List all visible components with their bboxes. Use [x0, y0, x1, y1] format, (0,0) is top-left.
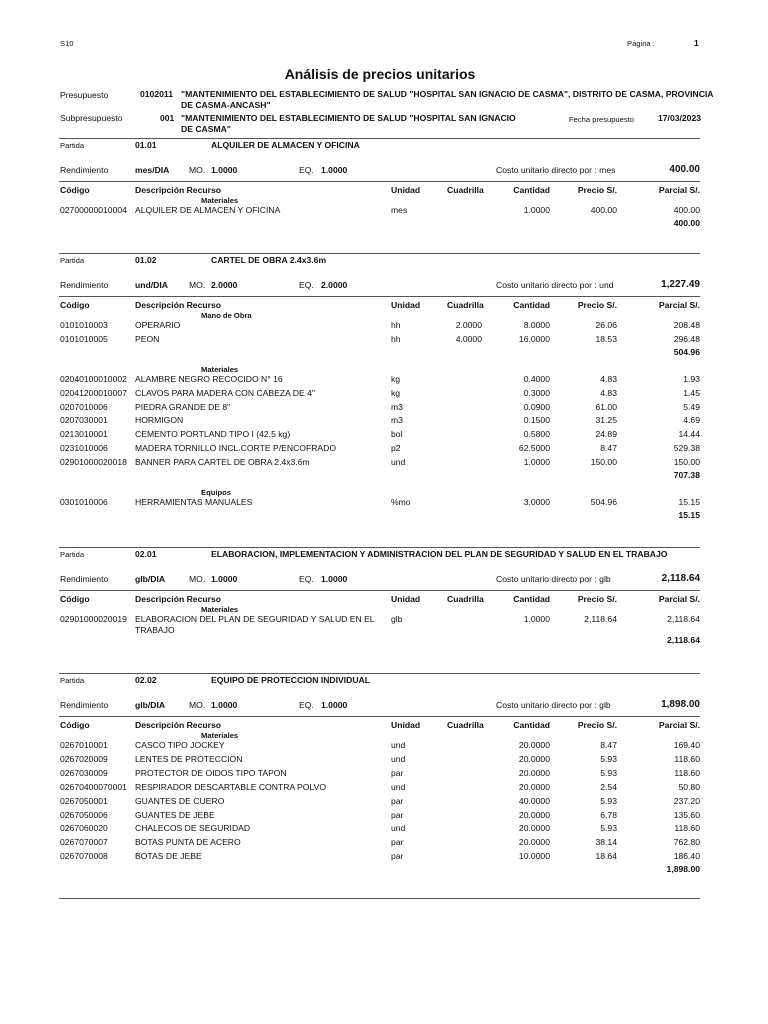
table-row-parcial: 5.49 [683, 401, 700, 412]
eq-label: EQ. [299, 700, 314, 710]
table-row-precio: 5.93 [600, 823, 617, 834]
fecha-value: 17/03/2023 [658, 113, 702, 123]
table-row-code: 02041200010007 [60, 387, 127, 398]
table-row-unit: m3 [391, 401, 403, 412]
table-row-precio: 18.64 [595, 851, 617, 862]
table-row-cantidad: 62.5000 [518, 443, 550, 454]
table-row-unit: und [391, 781, 406, 792]
divider [59, 590, 700, 591]
table-row-parcial: 135.60 [673, 809, 700, 820]
table-row-code: 02901000020018 [60, 457, 127, 468]
table-row-parcial: 118.60 [674, 753, 700, 764]
col-header-cantidad: Cantidad [513, 300, 550, 310]
table-row-desc: GUANTES DE JEBE [135, 809, 215, 820]
page-number: 1 [694, 38, 699, 48]
table-row-precio: 8.47 [600, 443, 617, 454]
table-row-code: 0267010001 [60, 740, 108, 750]
eq-label: EQ. [299, 574, 314, 584]
presupuesto-desc-1: "MANTENIMIENTO DEL ESTABLECIMIENTO DE SALUD "HOSPITAL SAN IGNACIO DE CASMA", DISTRITO DE CASMA, PROVINCIA [181, 89, 714, 99]
divider [59, 898, 700, 899]
divider [59, 716, 700, 717]
table-row-cantidad: 20.0000 [518, 781, 550, 792]
table-row-desc: ALQUILER DE ALMACEN Y OFICINA [135, 205, 281, 215]
table-row-cantidad: 3.0000 [523, 496, 550, 507]
table-row-unit: par [391, 809, 404, 820]
report-code: S10 [60, 39, 74, 48]
table-row-code: 0267070007 [60, 837, 108, 848]
table-row-precio: 6.78 [600, 809, 617, 820]
mo-label: MO. [189, 700, 206, 710]
table-row-desc: BOTAS PUNTA DE ACERO [135, 837, 241, 848]
partida-label: Partida [60, 676, 85, 685]
rendimiento-unit: mes/DIA [135, 165, 170, 175]
costo-unitario: 1,898.00 [661, 699, 700, 710]
table-row-parcial: 150.00 [673, 457, 700, 468]
mo-value: 2.0000 [211, 280, 238, 290]
partida-code: 01.02 [135, 255, 157, 265]
table-row-code: 0301010006 [60, 496, 108, 507]
table-row-desc: MADERA TORNILLO INCL.CORTE P/ENCOFRADO [135, 443, 337, 454]
table-row-desc: ELABORACION DEL PLAN DE SEGURIDAD Y SALUD EN EL [135, 614, 375, 624]
table-row-cantidad: 1.0000 [523, 457, 550, 468]
eq-label: EQ. [299, 280, 314, 290]
col-header-descripcion: Descripción Recurso [135, 720, 221, 730]
costo-label: Costo unitario directo por : mes [496, 165, 616, 175]
divider [59, 253, 700, 254]
table-row-code: 0267050006 [60, 809, 108, 820]
col-header-descripcion: Descripción Recurso [135, 300, 221, 310]
fecha-label: Fecha presupuesto [569, 115, 635, 124]
col-header-unidad: Unidad [391, 720, 421, 730]
table-row-code: 02040100010002 [60, 373, 127, 384]
table-row-desc: CASCO TIPO JOCKEY [135, 740, 225, 750]
table-row-cantidad: 0.4000 [523, 373, 550, 384]
group-label: Materiales [201, 196, 239, 205]
table-row-precio: 61.00 [595, 401, 617, 412]
group-label: Equipos [201, 487, 231, 497]
group-label: Materiales [201, 605, 239, 614]
table-row-code: 0207010006 [60, 401, 108, 412]
table-row-cantidad: 20.0000 [518, 767, 550, 778]
divider [59, 547, 700, 548]
rendimiento-label: Rendimiento [60, 700, 109, 710]
table-row-code: 0267060020 [60, 823, 108, 834]
col-header-precio: Precio S/. [577, 300, 617, 310]
table-row-unit: und [391, 823, 406, 834]
table-row-cantidad: 16.0000 [518, 333, 550, 344]
col-header-parcial: Parcial S/. [658, 720, 700, 730]
costo-unitario: 1,227.49 [661, 279, 700, 290]
table-row-cantidad: 0.5800 [523, 429, 550, 440]
partida-name: ALQUILER DE ALMACEN Y OFICINA [211, 140, 360, 150]
table-row-code: 0207030001 [60, 415, 108, 426]
col-header-cantidad: Cantidad [513, 594, 550, 604]
table-row-unit: m3 [391, 415, 403, 426]
page-label: Página : [627, 39, 655, 48]
table-row-desc: BANNER PARA CARTEL DE OBRA 2.4x3.6m [135, 457, 310, 468]
eq-value: 1.0000 [321, 574, 348, 584]
table-row-precio: 18.53 [595, 333, 617, 344]
table-row-cantidad: 10.0000 [518, 851, 550, 862]
table-row-cantidad: 20.0000 [518, 740, 550, 750]
table-row-desc: ALAMBRE NEGRO RECOCIDO N° 16 [135, 373, 283, 384]
table-row-parcial: 186.40 [673, 851, 700, 862]
table-row-precio: 5.93 [600, 767, 617, 778]
table-row-desc: RESPIRADOR DESCARTABLE CONTRA POLVO [135, 781, 327, 792]
table-row-desc: HERRAMIENTAS MANUALES [135, 496, 253, 507]
table-row-parcial: 15.15 [678, 496, 700, 507]
table-row-parcial: 1.45 [683, 387, 700, 398]
table-row-cantidad: 1.0000 [523, 205, 550, 215]
partida-label: Partida [60, 256, 85, 265]
table-row-parcial: 4.69 [683, 415, 700, 426]
table-row-code: 0267030009 [60, 767, 108, 778]
mo-value: 1.0000 [211, 165, 238, 175]
table-row-precio: 4.83 [600, 387, 617, 398]
table-row-parcial: 50.80 [678, 781, 700, 792]
table-row-cuadrilla: 2.0000 [455, 320, 482, 330]
divider [59, 673, 700, 674]
table-row-code: 0267020009 [60, 753, 108, 764]
col-header-cantidad: Cantidad [513, 720, 550, 730]
table-row-cantidad: 1.0000 [523, 614, 550, 624]
costo-label: Costo unitario directo por : glb [496, 700, 611, 710]
table-row-parcial: 237.20 [673, 795, 700, 806]
table-row-precio: 26.06 [595, 320, 617, 330]
table-row-desc: CEMENTO PORTLAND TIPO I (42.5 kg) [135, 429, 291, 440]
table-row-desc: GUANTES DE CUERO [135, 795, 225, 806]
table-row-cantidad: 0.1500 [523, 415, 550, 426]
table-row-code: 0101010003 [60, 320, 108, 330]
col-header-unidad: Unidad [391, 185, 421, 195]
table-row-cantidad: 40.0000 [518, 795, 550, 806]
table-row-unit: par [391, 767, 404, 778]
table-row-unit: par [391, 851, 404, 862]
table-row-parcial: 118.60 [674, 823, 700, 834]
group-label: Materiales [201, 364, 239, 374]
table-row-desc: LENTES DE PROTECCION [135, 753, 243, 764]
col-header-cantidad: Cantidad [513, 185, 550, 195]
page-title: Análisis de precios unitarios [284, 66, 476, 82]
partida-name: EQUIPO DE PROTECCION INDIVIDUAL [211, 675, 370, 685]
rendimiento-label: Rendimiento [60, 280, 109, 290]
presupuesto-label: Presupuesto [60, 90, 109, 100]
subpresupuesto-desc-1: "MANTENIMIENTO DEL ESTABLECIMIENTO DE SALUD "HOSPITAL SAN IGNACIO [181, 113, 516, 123]
table-row-code: 0231010006 [60, 443, 108, 454]
table-row-unit: glb [391, 614, 403, 624]
rendimiento-unit: glb/DIA [135, 700, 166, 710]
table-row-desc: PROTECTOR DE OIDOS TIPO TAPON [135, 767, 287, 778]
divider [59, 138, 700, 139]
table-row-desc: HORMIGON [135, 415, 184, 426]
table-row-precio: 8.47 [600, 740, 617, 750]
table-row-desc: BOTAS DE JEBE [135, 851, 202, 862]
table-row-desc-cont: TRABAJO [135, 625, 175, 635]
col-header-cuadrilla: Cuadrilla [447, 185, 484, 195]
mo-value: 1.0000 [211, 574, 238, 584]
table-row-parcial: 169.40 [673, 740, 700, 750]
col-header-codigo: Código [60, 185, 90, 195]
col-header-precio: Precio S/. [577, 185, 617, 195]
costo-label: Costo unitario directo por : glb [496, 574, 611, 584]
group-label: Mano de Obra [201, 311, 252, 320]
table-row-code: 02901000020019 [60, 614, 127, 624]
col-header-parcial: Parcial S/. [658, 185, 700, 195]
col-header-parcial: Parcial S/. [658, 594, 700, 604]
partida-code: 01.01 [135, 140, 157, 150]
table-row-precio: 24.89 [595, 429, 617, 440]
partida-name: ELABORACION, IMPLEMENTACION Y ADMINISTRACION DEL PLAN DE SEGURIDAD Y SALUD EN EL TRABAJO [211, 549, 668, 559]
table-row-desc: CHALECOS DE SEGURIDAD [135, 823, 251, 834]
col-header-unidad: Unidad [391, 300, 421, 310]
table-row-cuadrilla: 4.0000 [455, 333, 482, 344]
table-row-unit: par [391, 795, 404, 806]
table-row-unit: und [391, 753, 406, 764]
eq-value: 1.0000 [321, 165, 348, 175]
table-row-precio: 2,118.64 [584, 614, 617, 624]
subpresupuesto-label: Subpresupuesto [60, 113, 123, 123]
table-row-cantidad: 0.0900 [523, 401, 550, 412]
table-row-precio: 5.93 [600, 753, 617, 764]
partida-label: Partida [60, 550, 85, 559]
subpresupuesto-desc-2: DE CASMA" [181, 124, 231, 134]
costo-unitario: 400.00 [669, 164, 700, 175]
rendimiento-label: Rendimiento [60, 574, 109, 584]
table-row-unit: und [391, 740, 406, 750]
table-row-cantidad: 8.0000 [523, 320, 550, 330]
table-row-code: 02670400070001 [60, 781, 127, 792]
table-row-parcial: 208.48 [673, 320, 700, 330]
table-row-cantidad: 20.0000 [518, 753, 550, 764]
table-row-unit: bol [391, 429, 403, 440]
group-total: 707.38 [673, 470, 700, 480]
table-row-desc: OPERARIO [135, 320, 181, 330]
table-row-unit: kg [391, 373, 401, 384]
table-row-cantidad: 20.0000 [518, 823, 550, 834]
rendimiento-unit: glb/DIA [135, 574, 166, 584]
col-header-precio: Precio S/. [577, 720, 617, 730]
table-row-unit: hh [391, 333, 401, 344]
col-header-parcial: Parcial S/. [658, 300, 700, 310]
table-row-cantidad: 20.0000 [518, 809, 550, 820]
table-row-precio: 2.54 [600, 781, 617, 792]
subpresupuesto-code: 001 [160, 113, 175, 123]
col-header-cuadrilla: Cuadrilla [447, 720, 484, 730]
table-row-precio: 400.00 [590, 205, 617, 215]
presupuesto-code: 0102011 [140, 89, 173, 99]
col-header-cuadrilla: Cuadrilla [447, 300, 484, 310]
group-total: 400.00 [673, 217, 700, 228]
table-row-code: 02700000010004 [60, 205, 127, 215]
group-total: 2,118.64 [667, 634, 700, 645]
eq-value: 1.0000 [321, 700, 348, 710]
presupuesto-desc-2: DE CASMA-ANCASH" [181, 100, 271, 110]
table-row-parcial: 529.38 [673, 443, 700, 454]
table-row-parcial: 762.80 [673, 837, 700, 848]
col-header-descripcion: Descripción Recurso [135, 185, 221, 195]
mo-label: MO. [189, 280, 206, 290]
divider [59, 181, 700, 182]
rendimiento-label: Rendimiento [60, 165, 109, 175]
col-header-precio: Precio S/. [577, 594, 617, 604]
partida-label: Partida [60, 141, 85, 150]
mo-value: 1.0000 [211, 700, 238, 710]
costo-label: Costo unitario directo por : und [496, 280, 614, 290]
table-row-cantidad: 20.0000 [518, 837, 550, 848]
table-row-desc: PIEDRA GRANDE DE 8" [135, 401, 231, 412]
rendimiento-unit: und/DIA [135, 280, 168, 290]
table-row-unit: kg [391, 387, 401, 398]
table-row-precio: 504.96 [590, 496, 617, 507]
table-row-parcial: 118.60 [674, 767, 700, 778]
col-header-codigo: Código [60, 594, 90, 604]
table-row-parcial: 14.44 [678, 429, 700, 440]
table-row-unit: und [391, 457, 406, 468]
partida-name: CARTEL DE OBRA 2.4x3.6m [211, 255, 327, 265]
table-row-precio: 150.00 [590, 457, 617, 468]
table-row-code: 0101010005 [60, 333, 108, 344]
eq-value: 2.0000 [321, 280, 348, 290]
table-row-parcial: 1.93 [683, 373, 700, 384]
table-row-desc: PEON [135, 333, 160, 344]
table-row-precio: 5.93 [600, 795, 617, 806]
mo-label: MO. [189, 574, 206, 584]
table-row-unit: mes [391, 205, 408, 215]
table-row-parcial: 2,118.64 [667, 614, 700, 624]
group-total: 1,898.00 [666, 864, 700, 875]
table-row-cantidad: 0.3000 [523, 387, 550, 398]
table-row-precio: 4.83 [600, 373, 617, 384]
table-row-code: 0267050001 [60, 795, 108, 806]
partida-code: 02.02 [135, 675, 157, 685]
col-header-codigo: Código [60, 300, 90, 310]
table-row-unit: %mo [391, 496, 411, 507]
table-row-code: 0267070008 [60, 851, 108, 862]
group-total: 15.15 [678, 509, 700, 520]
table-row-code: 0213010001 [60, 429, 108, 440]
table-row-unit: par [391, 837, 404, 848]
table-row-parcial: 400.00 [673, 205, 700, 215]
col-header-codigo: Código [60, 720, 90, 730]
table-row-desc: CLAVOS PARA MADERA CON CABEZA DE 4" [135, 387, 315, 398]
table-row-parcial: 296.48 [673, 333, 700, 344]
table-row-precio: 38.14 [595, 837, 617, 848]
table-row-unit: p2 [391, 443, 401, 454]
col-header-cuadrilla: Cuadrilla [447, 594, 484, 604]
table-row-unit: hh [391, 320, 401, 330]
col-header-descripcion: Descripción Recurso [135, 594, 221, 604]
partida-code: 02.01 [135, 549, 157, 559]
table-row-precio: 31.25 [595, 415, 617, 426]
costo-unitario: 2,118.64 [661, 573, 700, 584]
group-total: 504.96 [673, 346, 700, 357]
divider [59, 296, 700, 297]
col-header-unidad: Unidad [391, 594, 421, 604]
eq-label: EQ. [299, 165, 314, 175]
mo-label: MO. [189, 165, 206, 175]
group-label: Materiales [201, 731, 239, 740]
